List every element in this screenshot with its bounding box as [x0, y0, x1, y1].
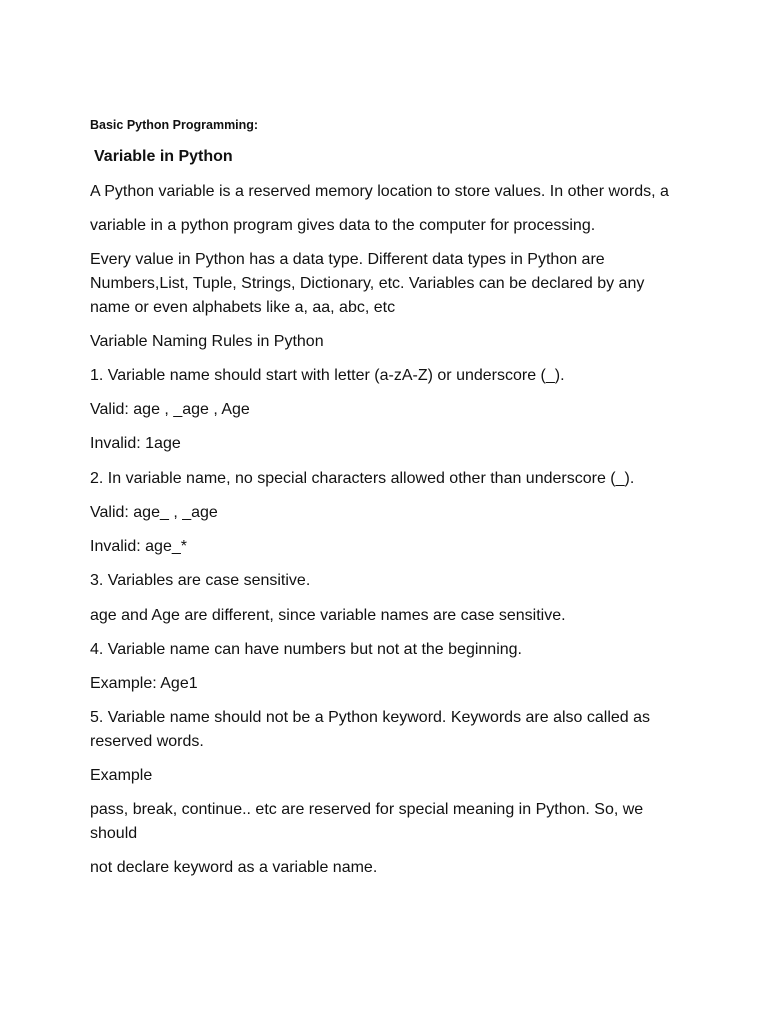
text-line: variable in a python program gives data to the computer for processing. — [90, 217, 596, 234]
example-line: Valid: age , _age , Age — [90, 401, 250, 418]
subheading: Variable Naming Rules in Python — [90, 333, 324, 350]
rule-item-continuation: reserved words. — [90, 733, 204, 750]
text-line: age and Age are different, since variable names are case sensitive. — [90, 607, 566, 624]
example-line: Invalid: 1age — [90, 435, 181, 452]
text-line: should — [90, 825, 138, 842]
example-line: Invalid: age_* — [90, 538, 187, 555]
page-title: Variable in Python — [94, 148, 233, 165]
rule-item: 1. Variable name should start with letter (a-zA-Z) or underscore (_). — [90, 367, 565, 384]
section-label: Basic Python Programming: — [90, 118, 259, 132]
rule-item: 4. Variable name can have numbers but not at the beginning. — [90, 641, 522, 658]
text-line: not declare keyword as a variable name. — [90, 859, 378, 876]
example-line: Valid: age_ , _age — [90, 504, 218, 521]
text-line: name or even alphabets like a, aa, abc, etc — [90, 299, 396, 316]
text-line: A Python variable is a reserved memory location to store values. In other words, a — [90, 183, 669, 200]
rule-item: 5. Variable name should not be a Python keyword. Keywords are also called as — [90, 709, 651, 726]
text-line: pass, break, continue.. etc are reserved for special meaning in Python. So, we — [90, 801, 644, 818]
rule-item: 3. Variables are case sensitive. — [90, 572, 311, 589]
text-line: Every value in Python has a data type. Different data types in Python are — [90, 251, 605, 268]
example-line: Example: Age1 — [90, 675, 198, 692]
text-line: Numbers,List, Tuple, Strings, Dictionary, etc. Variables can be declared by any — [90, 275, 645, 292]
example-line: Example — [90, 767, 153, 784]
rule-item: 2. In variable name, no special characters allowed other than underscore (_). — [90, 470, 635, 487]
